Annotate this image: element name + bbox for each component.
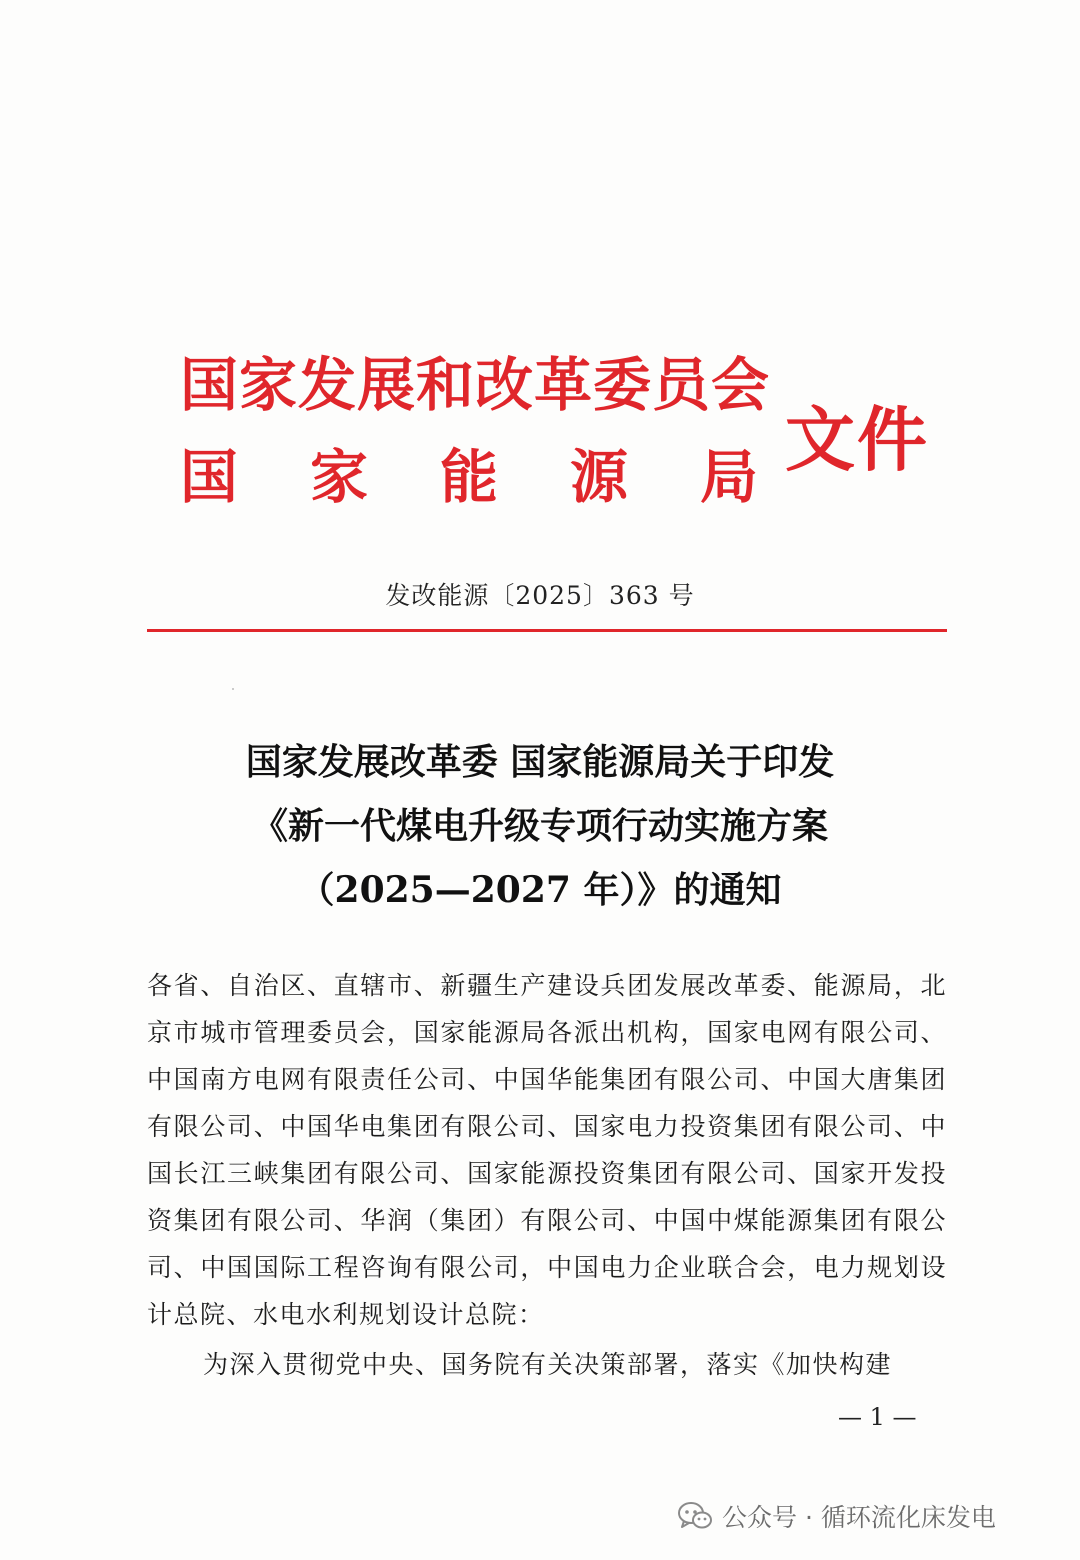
page-number: — 1 — [838,1403,917,1431]
document-number: 发改能源〔2025〕363 号 [385,581,695,610]
wechat-icon [678,1501,712,1531]
watermark-text: 公众号 · 循环流化床发电 [722,1503,996,1532]
scan-speck [232,688,234,690]
title-line-3: （2025—2027 年）》的通知 [298,869,782,911]
addressee-paragraph: 各省、自治区、直辖市、新疆生产建设兵团发展改革委、能源局，北京市城市管理委员会，国家能源局各派出机构，国家电网有限公司、中国南方电网有限责任公司、中国华能集团有限公司、中国大唐集团有限公司、中国华电集团有限公司、国家电力投资集团有限公司、中国长江三峡集团有限公司、国家能源投资集团有限公司、国家开发投资集团有限公司、华润（集团）有限公司、中国中煤能源集团有限公司、中国国际工程咨询有限公司，中国电力企业联合会，电力规划设计总院、水电水利规划设计总院： [147,971,947,1329]
doc-type-label: 文件 [785,398,929,481]
letterhead [180,338,940,511]
issuer-line-1: 国家发展和改革委员会 [180,351,771,419]
document-title [0,730,1080,922]
title-line-1: 国家发展改革委 国家能源局关于印发 [245,741,835,783]
document-body [147,962,947,1388]
red-divider-line [147,629,947,632]
watermark [678,1496,996,1536]
title-line-2: 《新一代煤电升级专项行动实施方案 [251,805,828,847]
body-paragraph-1: 为深入贯彻党中央、国务院有关决策部署，落实《加快构建 [203,1350,893,1379]
issuer-line-2: 国家能源局 [180,443,831,511]
